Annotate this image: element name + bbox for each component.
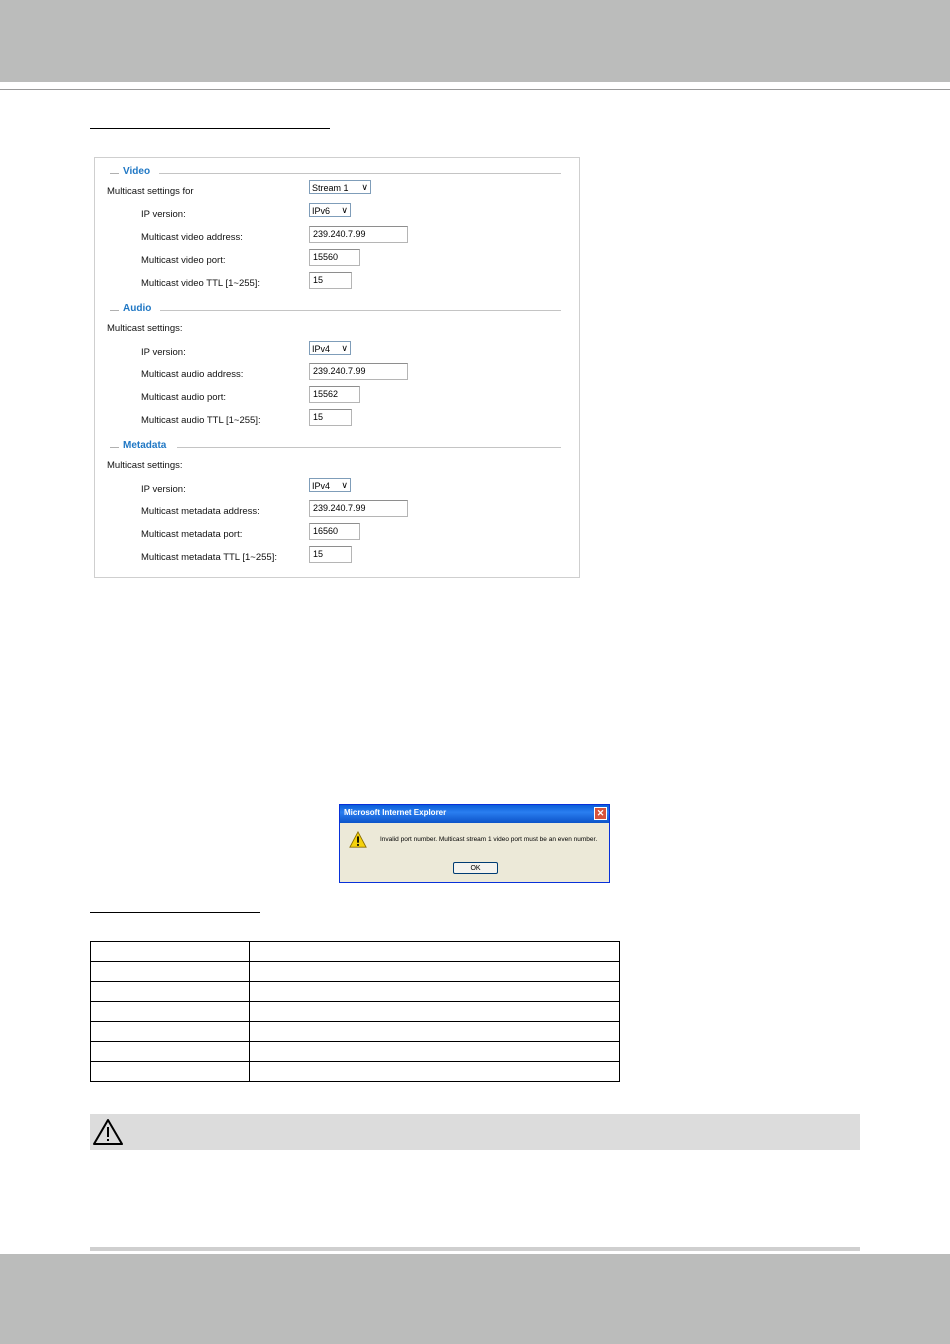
audio-section-title: Audio	[123, 303, 152, 314]
ok-button[interactable]: OK	[453, 862, 498, 874]
metadata-address-input[interactable]: 239.240.7.99	[309, 500, 408, 517]
video-ip-version-label: IP version:	[141, 209, 186, 220]
audio-ttl-label: Multicast audio TTL [1~255]:	[141, 415, 261, 426]
caution-bar	[90, 1114, 860, 1150]
audio-address-input[interactable]: 239.240.7.99	[309, 363, 408, 380]
caution-triangle-icon	[92, 1117, 124, 1147]
multicast-settings-for-label: Multicast settings for	[107, 186, 194, 197]
info-table	[90, 941, 620, 1082]
metadata-multicast-settings-label: Multicast settings:	[107, 460, 183, 471]
table-row	[91, 1062, 620, 1082]
header-rule	[0, 89, 950, 90]
metadata-port-input[interactable]: 16560	[309, 523, 360, 540]
metadata-port-label: Multicast metadata port:	[141, 529, 243, 540]
dialog-title: Microsoft Internet Explorer	[344, 808, 447, 817]
page-footer-band	[0, 1254, 950, 1344]
table-row	[91, 1042, 620, 1062]
chevron-down-icon: ∨	[341, 343, 348, 353]
video-address-input[interactable]: 239.240.7.99	[309, 226, 408, 243]
audio-port-label: Multicast audio port:	[141, 392, 227, 403]
page-header-band	[0, 0, 950, 82]
audio-ip-version-select[interactable]: IPv4 ∨	[309, 341, 351, 355]
section-heading-underline	[90, 128, 330, 129]
table-row	[91, 942, 620, 962]
metadata-ip-version-select[interactable]: IPv4 ∨	[309, 478, 351, 492]
metadata-ttl-input[interactable]: 15	[309, 546, 352, 563]
video-ttl-label: Multicast video TTL [1~255]:	[141, 278, 261, 289]
metadata-ttl-label: Multicast metadata TTL [1~255]:	[141, 552, 277, 563]
audio-section-header	[95, 303, 579, 319]
table-row	[91, 1002, 620, 1022]
video-section-title: Video	[123, 166, 151, 177]
audio-ttl-input[interactable]: 15	[309, 409, 352, 426]
video-ip-version-select[interactable]: IPv6 ∨	[309, 203, 351, 217]
audio-multicast-settings-label: Multicast settings:	[107, 323, 183, 334]
stream-select[interactable]: Stream 1 ∨	[309, 180, 371, 194]
metadata-address-label: Multicast metadata address:	[141, 506, 260, 517]
table-row	[91, 962, 620, 982]
multicast-settings-panel	[94, 157, 580, 578]
audio-address-label: Multicast audio address:	[141, 369, 244, 380]
close-icon[interactable]: ✕	[594, 807, 607, 820]
error-dialog	[339, 804, 610, 883]
dialog-message: Invalid port number. Multicast stream 1 video port must be an even number.	[380, 836, 598, 843]
metadata-section-header	[95, 440, 579, 456]
metadata-ip-version-label: IP version:	[141, 484, 186, 495]
table-row	[91, 982, 620, 1002]
video-ttl-input[interactable]: 15	[309, 272, 352, 289]
warning-icon	[349, 831, 367, 849]
audio-ip-version-label: IP version:	[141, 347, 186, 358]
video-port-label: Multicast video port:	[141, 255, 226, 266]
dialog-titlebar[interactable]	[340, 805, 609, 823]
video-port-input[interactable]: 15560	[309, 249, 360, 266]
chevron-down-icon: ∨	[361, 182, 368, 192]
video-address-label: Multicast video address:	[141, 232, 243, 243]
footer-rule	[90, 1247, 860, 1251]
audio-port-input[interactable]: 15562	[309, 386, 360, 403]
chevron-down-icon: ∨	[341, 205, 348, 215]
table-row	[91, 1022, 620, 1042]
table-heading-underline	[90, 912, 260, 913]
metadata-section-title: Metadata	[123, 440, 167, 451]
chevron-down-icon: ∨	[341, 480, 348, 490]
